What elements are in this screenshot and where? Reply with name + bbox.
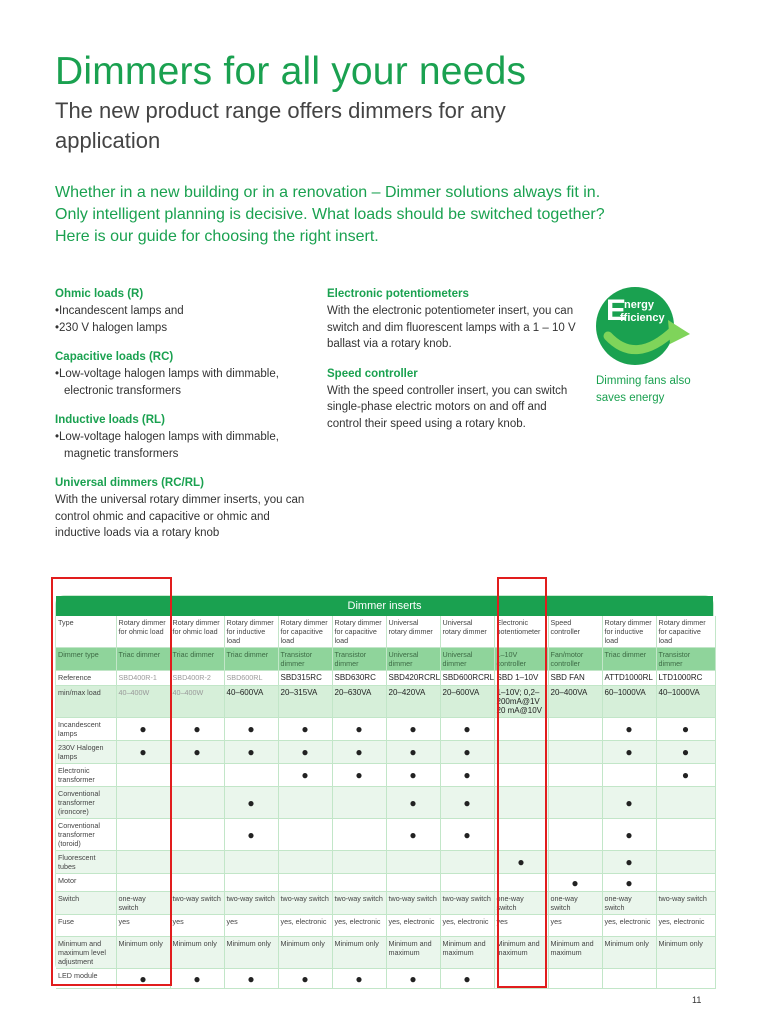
table-cell bbox=[224, 764, 278, 787]
table-cell bbox=[224, 851, 278, 874]
check-dot-icon: ● bbox=[602, 851, 656, 874]
section-heading: Speed controller bbox=[327, 367, 418, 380]
type-cell: Rotary dimmer for inductive load bbox=[602, 616, 656, 648]
check-dot-icon: ● bbox=[386, 787, 440, 819]
table-cell: yes bbox=[494, 915, 548, 937]
check-dot-icon: ● bbox=[116, 741, 170, 764]
logo-arrow-icon bbox=[668, 320, 690, 344]
dimmer-type-cell: Triac dimmer bbox=[224, 648, 278, 671]
section-heading: Ohmic loads (R) bbox=[55, 288, 144, 300]
table-cell bbox=[602, 764, 656, 787]
dimmer-type-cell: Triac dimmer bbox=[602, 648, 656, 671]
table-cell bbox=[170, 851, 224, 874]
table-cell: Minimum only bbox=[656, 937, 715, 969]
table-cell: two-way switch bbox=[224, 892, 278, 915]
check-dot-icon: ● bbox=[278, 969, 332, 989]
page-number: 11 bbox=[692, 995, 702, 1005]
section-capacitive-loads bbox=[55, 350, 315, 399]
bullet-item: • Incandescent lamps and bbox=[55, 303, 315, 320]
reference-cell: SBD600RCRL bbox=[440, 671, 494, 686]
table-title: Dimmer inserts bbox=[56, 596, 713, 616]
table-cell bbox=[656, 787, 715, 819]
check-dot-icon: ● bbox=[224, 787, 278, 819]
table-cell bbox=[656, 969, 715, 989]
table-cell bbox=[548, 764, 602, 787]
row-label: Conventional transformer (toroid) bbox=[56, 819, 116, 851]
table-cell bbox=[170, 764, 224, 787]
check-dot-icon: ● bbox=[278, 741, 332, 764]
table-cell bbox=[170, 874, 224, 892]
table-cell bbox=[440, 851, 494, 874]
row-label: Motor bbox=[56, 874, 116, 892]
row-label: Dimmer type bbox=[56, 648, 116, 671]
table-cell: Minimum only bbox=[278, 937, 332, 969]
minmax-cell: 40–400W bbox=[116, 686, 170, 718]
table-cell: yes bbox=[224, 915, 278, 937]
minmax-cell: 20–400VA bbox=[548, 686, 602, 718]
check-dot-icon: ● bbox=[386, 741, 440, 764]
reference-cell: SBD FAN bbox=[548, 671, 602, 686]
section-text: With the universal rotary dimmer inserts, you can control ohmic and capacitive or ohmic and inductive loads via a rotary knob bbox=[55, 494, 305, 539]
check-dot-icon: ● bbox=[332, 741, 386, 764]
table-cell: Minimum and maximum bbox=[494, 937, 548, 969]
check-dot-icon: ● bbox=[170, 718, 224, 741]
row-label: Electronic transformer bbox=[56, 764, 116, 787]
table-cell bbox=[602, 969, 656, 989]
row-label: Fluorescent tubes bbox=[56, 851, 116, 874]
table-cell: two-way switch bbox=[278, 892, 332, 915]
type-cell: Electronic potentiometer bbox=[494, 616, 548, 648]
table-cell bbox=[656, 819, 715, 851]
intro-paragraph: Whether in a new building or in a renovation – Dimmer solutions always fit in. Only intelligent planning is decisive. What loads should be switched together? Here is our guide for choosing the right insert. bbox=[55, 184, 605, 245]
table-cell: Minimum only bbox=[224, 937, 278, 969]
check-dot-icon: ● bbox=[656, 764, 715, 787]
table-cell bbox=[548, 741, 602, 764]
table-cell bbox=[548, 819, 602, 851]
table-cell: two-way switch bbox=[440, 892, 494, 915]
row-label: Switch bbox=[56, 892, 116, 915]
row-label: Reference bbox=[56, 671, 116, 686]
table-cell: one-way switch bbox=[602, 892, 656, 915]
check-dot-icon: ● bbox=[386, 819, 440, 851]
table-cell bbox=[332, 874, 386, 892]
check-dot-icon: ● bbox=[224, 819, 278, 851]
reference-cell: SBD420RCRL bbox=[386, 671, 440, 686]
dimmer-type-cell: 1–10V controller bbox=[494, 648, 548, 671]
reference-cell: SBD400R-1 bbox=[116, 671, 170, 686]
section-text: With the electronic potentiometer insert, you can switch and dim fluorescent lamps with a 1 – 10 V ballast via a rotary knob. bbox=[327, 305, 576, 350]
load-types-column bbox=[55, 287, 315, 556]
type-cell: Universal rotary dimmer bbox=[440, 616, 494, 648]
section-speed-controller bbox=[327, 367, 577, 433]
row-label: Incandescent lamps bbox=[56, 718, 116, 741]
table-cell bbox=[170, 787, 224, 819]
logo-text-line1: nergy bbox=[624, 299, 654, 311]
check-dot-icon: ● bbox=[440, 718, 494, 741]
minmax-cell: 40–600VA bbox=[224, 686, 278, 718]
row-label: LED module bbox=[56, 969, 116, 989]
dimmer-type-cell: Universal dimmer bbox=[440, 648, 494, 671]
dimmer-type-cell: Fan/motor controller bbox=[548, 648, 602, 671]
table-cell: yes, electronic bbox=[332, 915, 386, 937]
check-dot-icon: ● bbox=[602, 718, 656, 741]
table-cell: one-way switch bbox=[494, 892, 548, 915]
reference-cell: SBD 1–10V bbox=[494, 671, 548, 686]
check-dot-icon: ● bbox=[440, 787, 494, 819]
dimmer-type-cell: Transistor dimmer bbox=[656, 648, 715, 671]
dimmer-type-cell: Transistor dimmer bbox=[332, 648, 386, 671]
check-dot-icon: ● bbox=[386, 718, 440, 741]
table-cell bbox=[332, 851, 386, 874]
type-cell: Rotary dimmer for capacitive load bbox=[656, 616, 715, 648]
check-dot-icon: ● bbox=[332, 764, 386, 787]
table-cell bbox=[548, 969, 602, 989]
type-cell: Rotary dimmer for capacitive load bbox=[278, 616, 332, 648]
table-cell: two-way switch bbox=[656, 892, 715, 915]
table-cell bbox=[386, 851, 440, 874]
table-cell: yes, electronic bbox=[602, 915, 656, 937]
minmax-cell: 40–1000VA bbox=[656, 686, 715, 718]
highlight-box-column-1 bbox=[51, 577, 172, 986]
dimmer-type-cell: Universal dimmer bbox=[386, 648, 440, 671]
table-cell: yes bbox=[548, 915, 602, 937]
check-dot-icon: ● bbox=[440, 764, 494, 787]
table-cell: Minimum only bbox=[602, 937, 656, 969]
section-heading: Electronic potentiometers bbox=[327, 288, 469, 300]
table-cell: Minimum only bbox=[332, 937, 386, 969]
minmax-cell: 1–10V; 0,2–200mA@1V 20 mA@10V bbox=[494, 686, 548, 718]
minmax-cell: 40–400W bbox=[170, 686, 224, 718]
check-dot-icon: ● bbox=[224, 969, 278, 989]
table-cell: Minimum and maximum bbox=[440, 937, 494, 969]
bullet-item: • Low-voltage halogen lamps with dimmable, electronic transformers bbox=[55, 366, 315, 399]
table-cell: Minimum only bbox=[116, 937, 170, 969]
table-cell bbox=[224, 874, 278, 892]
row-label: Fuse bbox=[56, 915, 116, 937]
check-dot-icon: ● bbox=[386, 969, 440, 989]
row-label: min/max load bbox=[56, 686, 116, 718]
check-dot-icon: ● bbox=[170, 969, 224, 989]
check-dot-icon: ● bbox=[332, 969, 386, 989]
page-subtitle: The new product range offers dimmers for any application bbox=[55, 98, 506, 153]
bullet-item: • Low-voltage halogen lamps with dimmable, magnetic transformers bbox=[55, 429, 315, 462]
reference-cell: SBD400R-2 bbox=[170, 671, 224, 686]
logo-text-line2: fficiency bbox=[620, 312, 665, 324]
check-dot-icon: ● bbox=[116, 718, 170, 741]
type-cell: Rotary dimmer for ohmic load bbox=[170, 616, 224, 648]
minmax-cell: 20–600VA bbox=[440, 686, 494, 718]
type-cell: Rotary dimmer for capacitive load bbox=[332, 616, 386, 648]
check-dot-icon: ● bbox=[602, 741, 656, 764]
minmax-cell: 60–1000VA bbox=[602, 686, 656, 718]
page-title: Dimmers for all your needs bbox=[55, 50, 527, 93]
check-dot-icon: ● bbox=[602, 874, 656, 892]
type-cell: Universal rotary dimmer bbox=[386, 616, 440, 648]
check-dot-icon: ● bbox=[116, 969, 170, 989]
section-universal-dimmers bbox=[55, 476, 315, 542]
table-cell: yes, electronic bbox=[656, 915, 715, 937]
insert-types-column bbox=[327, 287, 577, 446]
energy-caption: Dimming fans also saves energy bbox=[596, 375, 691, 404]
section-electronic-potentiometers bbox=[327, 287, 577, 353]
check-dot-icon: ● bbox=[278, 718, 332, 741]
table-cell bbox=[440, 874, 494, 892]
check-dot-icon: ● bbox=[386, 764, 440, 787]
table-cell bbox=[278, 851, 332, 874]
table-cell bbox=[386, 874, 440, 892]
type-cell: Rotary dimmer for ohmic load bbox=[116, 616, 170, 648]
table-cell bbox=[332, 819, 386, 851]
dimmer-type-cell: Triac dimmer bbox=[116, 648, 170, 671]
row-label: Conventional transformer (ironcore) bbox=[56, 787, 116, 819]
bullet-item: • 230 V halogen lamps bbox=[55, 320, 315, 337]
table-cell: two-way switch bbox=[332, 892, 386, 915]
row-label: Minimum and maximum level adjustment bbox=[56, 937, 116, 969]
section-heading: Inductive loads (RL) bbox=[55, 414, 165, 426]
check-dot-icon: ● bbox=[440, 741, 494, 764]
table-cell: Minimum and maximum bbox=[548, 937, 602, 969]
reference-cell: SBD630RC bbox=[332, 671, 386, 686]
check-dot-icon: ● bbox=[548, 874, 602, 892]
check-dot-icon: ● bbox=[494, 851, 548, 874]
section-heading: Capacitive loads (RC) bbox=[55, 351, 174, 363]
row-label: Type bbox=[56, 616, 116, 648]
check-dot-icon: ● bbox=[224, 718, 278, 741]
table-cell: two-way switch bbox=[386, 892, 440, 915]
section-heading: Universal dimmers (RC/RL) bbox=[55, 477, 204, 489]
type-cell: Rotary dimmer for inductive load bbox=[224, 616, 278, 648]
check-dot-icon: ● bbox=[332, 718, 386, 741]
section-ohmic-loads bbox=[55, 287, 315, 336]
table-cell: yes, electronic bbox=[386, 915, 440, 937]
section-inductive-loads bbox=[55, 413, 315, 462]
table-cell bbox=[548, 787, 602, 819]
table-cell: yes, electronic bbox=[440, 915, 494, 937]
table-cell: one-way switch bbox=[548, 892, 602, 915]
reference-cell: SBD315RC bbox=[278, 671, 332, 686]
table-cell bbox=[278, 819, 332, 851]
table-cell bbox=[548, 851, 602, 874]
check-dot-icon: ● bbox=[602, 819, 656, 851]
check-dot-icon: ● bbox=[440, 819, 494, 851]
check-dot-icon: ● bbox=[602, 787, 656, 819]
check-dot-icon: ● bbox=[170, 741, 224, 764]
check-dot-icon: ● bbox=[278, 764, 332, 787]
table-cell bbox=[332, 787, 386, 819]
dimmer-type-cell: Transistor dimmer bbox=[278, 648, 332, 671]
reference-cell: ATTD1000RL bbox=[602, 671, 656, 686]
check-dot-icon: ● bbox=[656, 741, 715, 764]
table-cell: Minimum and maximum bbox=[386, 937, 440, 969]
table-cell bbox=[656, 851, 715, 874]
logo-letter: E bbox=[606, 294, 627, 327]
table-cell bbox=[656, 874, 715, 892]
table-cell: yes, electronic bbox=[278, 915, 332, 937]
table-cell bbox=[548, 718, 602, 741]
table-cell: two-way switch bbox=[170, 892, 224, 915]
minmax-cell: 20–315VA bbox=[278, 686, 332, 718]
reference-cell: LTD1000RC bbox=[656, 671, 715, 686]
row-label: 230V Halogen lamps bbox=[56, 741, 116, 764]
minmax-cell: 20–420VA bbox=[386, 686, 440, 718]
table-cell: Minimum only bbox=[170, 937, 224, 969]
table-cell: yes bbox=[116, 915, 170, 937]
table-cell bbox=[278, 787, 332, 819]
dimmer-type-cell: Triac dimmer bbox=[170, 648, 224, 671]
table-cell: yes bbox=[170, 915, 224, 937]
table-cell bbox=[278, 874, 332, 892]
check-dot-icon: ● bbox=[656, 718, 715, 741]
energy-efficiency-logo bbox=[596, 284, 692, 368]
reference-cell: SBD600RL bbox=[224, 671, 278, 686]
table-cell: one-way switch bbox=[116, 892, 170, 915]
check-dot-icon: ● bbox=[224, 741, 278, 764]
type-cell: Speed controller bbox=[548, 616, 602, 648]
check-dot-icon: ● bbox=[440, 969, 494, 989]
minmax-cell: 20–630VA bbox=[332, 686, 386, 718]
highlight-box-potentiometer-column bbox=[497, 577, 547, 988]
section-text: With the speed controller insert, you can switch single-phase electric motors on and off and control their speed using a rotary knob. bbox=[327, 384, 568, 430]
table-cell bbox=[170, 819, 224, 851]
